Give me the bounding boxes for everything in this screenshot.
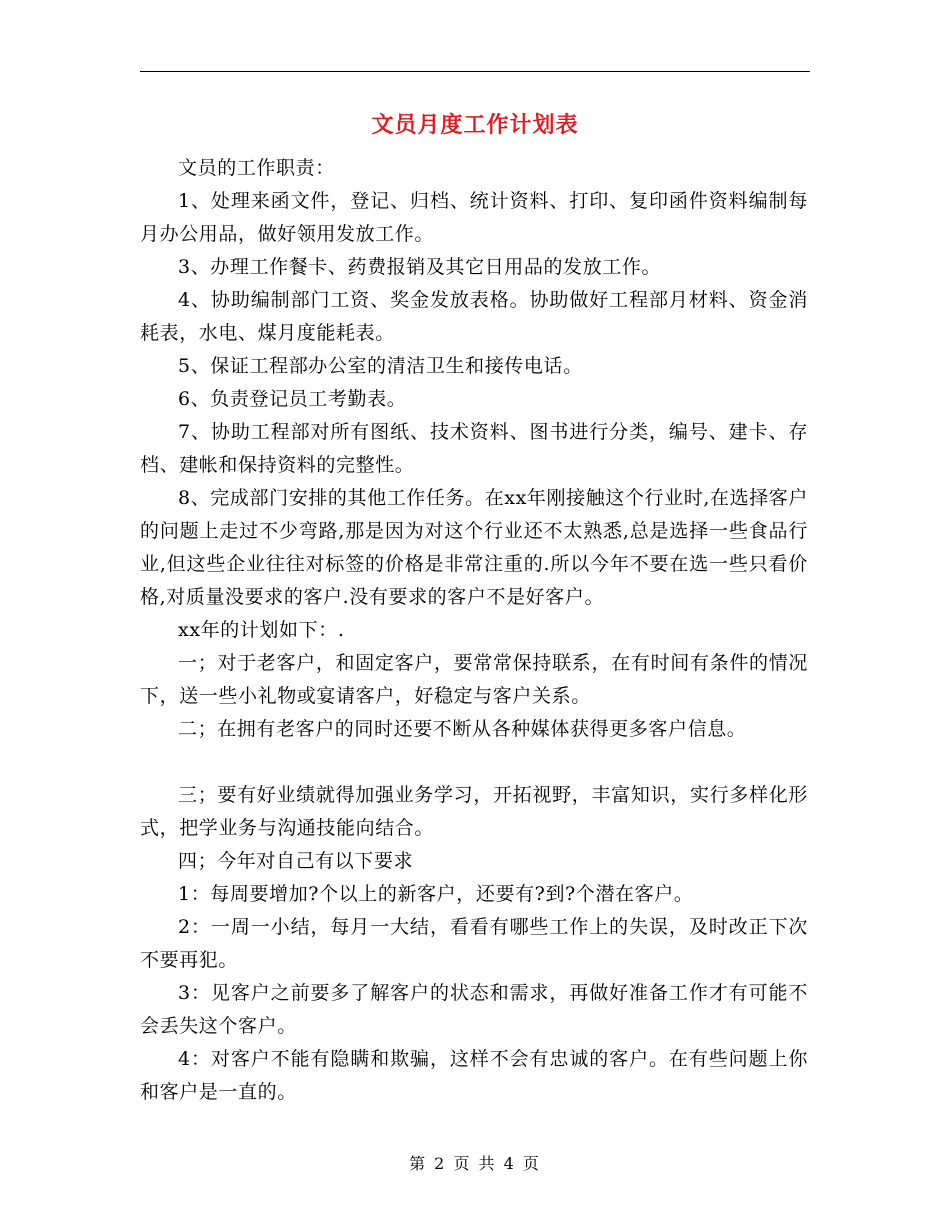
document-title: 文员月度工作计划表 (371, 112, 579, 138)
paragraph: 6、负责登记员工考勤表。 (178, 388, 407, 410)
paragraph: 二；在拥有老客户的同时还要不断从各种媒体获得更多客户信息。 (178, 718, 747, 740)
paragraph: 文员的工作职责： (178, 157, 335, 179)
paragraph: 三；要有好业绩就得加强业务学习，开拓视野，丰富知识，实行多样化形式，把学业务与沟通技能向结合。 (140, 784, 808, 839)
header-rule (140, 71, 810, 72)
paragraph: 1、处理来函文件，登记、归档、统计资料、打印、复印函件资料编制每月办公用品，做好领用发放工作。 (140, 190, 808, 245)
paragraph: 一；对于老客户，和固定客户，要常常保持联系，在有时间有条件的情况下，送一些小礼物或宴请客户，好稳定与客户关系。 (140, 652, 808, 707)
paragraph: 3：见客户之前要多了解客户的状态和需求，再做好准备工作才有可能不会丢失这个客户。 (140, 982, 808, 1037)
paragraph: 8、完成部门安排的其他工作任务。在xx年刚接触这个行业时,在选择客户的问题上走过不少弯路,那是因为对这个行业还不太熟悉,总是选择一些食品行业,但这些企业往往对标签的价格是非常注重的.所以今年不要在选一些只看价格,对质量没要求的客户.没有要求的客户不是好客户。 (140, 487, 808, 608)
document-body (140, 152, 808, 1109)
paragraph: 2：一周一小结，每月一大结，看看有哪些工作上的失误，及时改正下次不要再犯。 (140, 916, 808, 971)
paragraph: xx年的计划如下：. (178, 619, 345, 641)
page-number-footer: 第 2 页 共 4 页 (409, 1154, 541, 1173)
paragraph: 4：对客户不能有隐瞒和欺骗，这样不会有忠诚的客户。在有些问题上你和客户是一直的。 (140, 1048, 808, 1103)
paragraph: 5、保证工程部办公室的清洁卫生和接传电话。 (178, 355, 583, 377)
paragraph: 四；今年对自己有以下要求 (178, 850, 414, 872)
paragraph: 1：每周要增加?个以上的新客户，还要有?到?个潜在客户。 (178, 883, 694, 905)
paragraph: 7、协助工程部对所有图纸、技术资料、图书进行分类，编号、建卡、存档、建帐和保持资料的完整性。 (140, 421, 808, 476)
paragraph: 3、办理工作餐卡、药费报销及其它日用品的发放工作。 (178, 256, 662, 278)
paragraph: 4、协助编制部门工资、奖金发放表格。协助做好工程部月材料、资金消耗表，水电、煤月度能耗表。 (140, 289, 808, 344)
blank-line (140, 746, 808, 779)
